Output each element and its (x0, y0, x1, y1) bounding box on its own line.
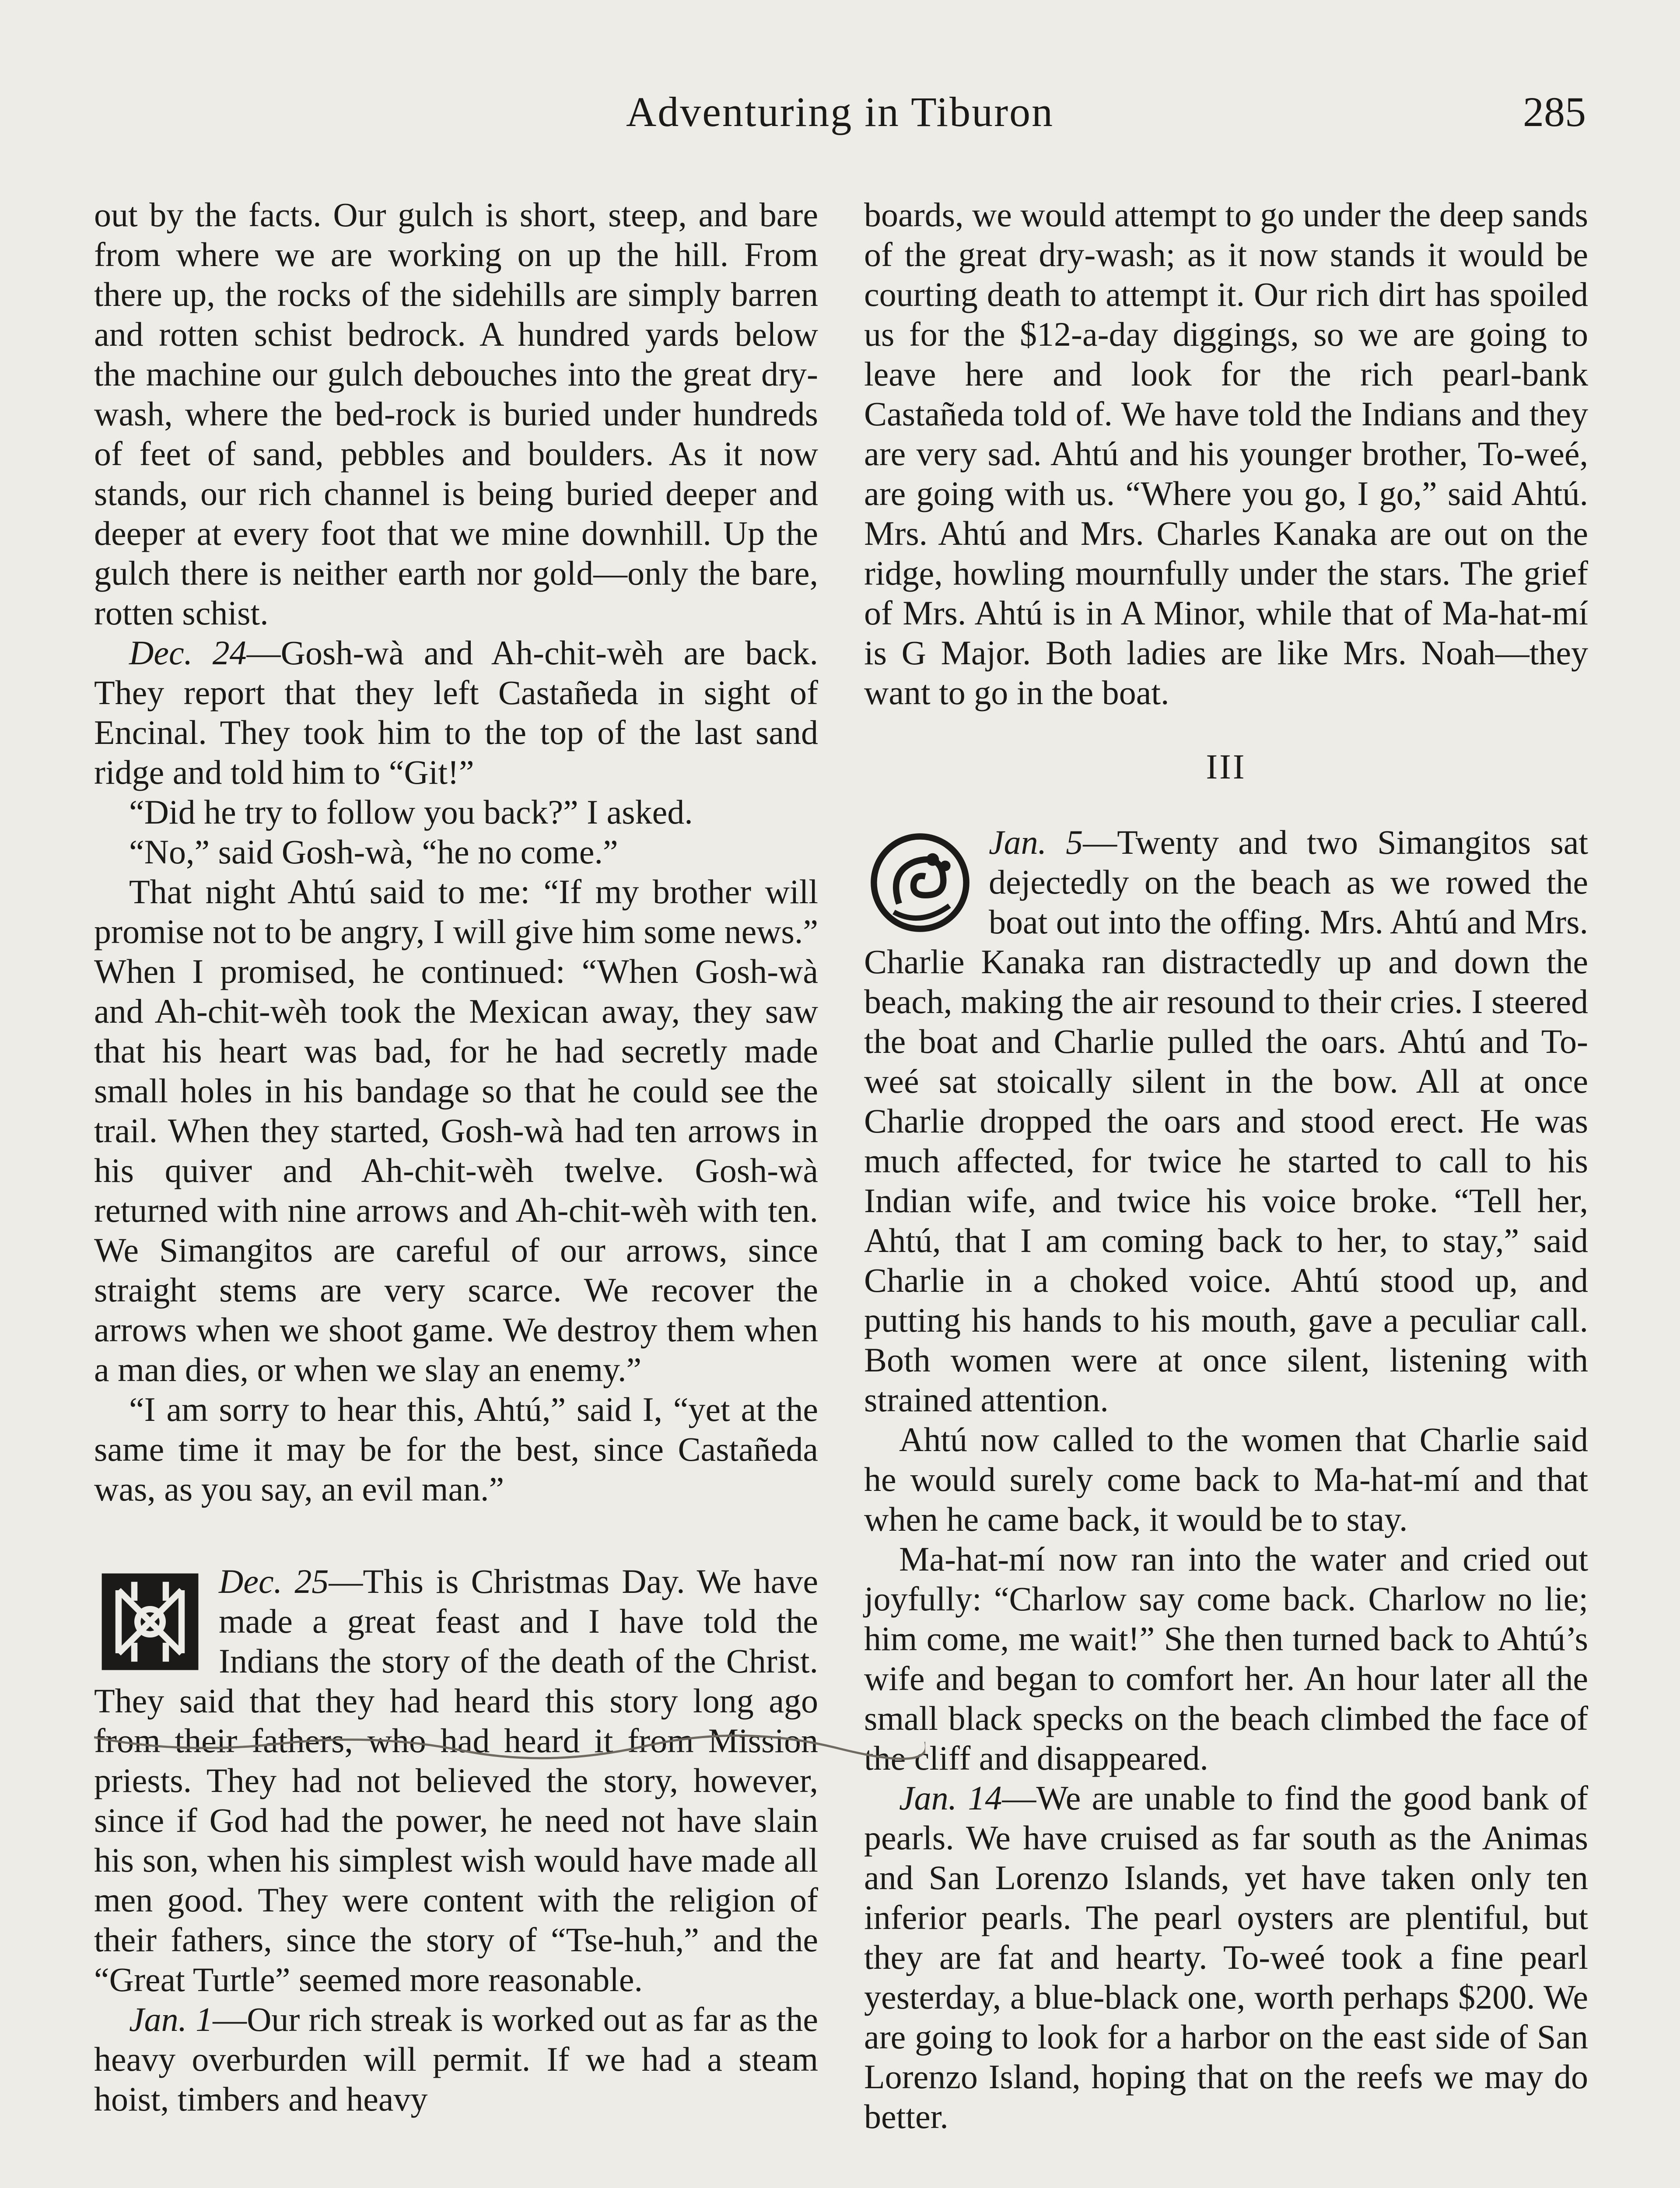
paragraph: “Did he try to follow you back?” I asked. (129, 793, 693, 831)
diary-entry (94, 1561, 818, 1999)
running-head: Adventuring in Tiburon (626, 88, 1054, 135)
left-column (94, 195, 818, 2119)
diary-entry (94, 633, 818, 792)
paragraph: “No,” said Gosh-wà, “he no come.” (129, 833, 618, 871)
entry-date: Dec. 25 (219, 1562, 329, 1600)
entry-date: Jan. 14 (899, 1779, 1002, 1817)
entry-text: —This is Christmas Day. We have made a great feast and I have told the Indians the story of the death of the Christ. They said that they had heard this story long ago from their fathers, who had heard it from Mission priests. They had not believed the story, however, since if God had the power, he need not have slain his son, when his simplest wish would have made all men good. They were content with the religion of their fathers, since the story of “Tse-huh,” and the “Great Turtle” seemed more reasonable. (94, 1562, 818, 1999)
diary-entry (94, 1999, 818, 2119)
entry-date: Dec. 24 (129, 634, 247, 672)
diary-entry (864, 1778, 1588, 2136)
section-heading: III (1206, 748, 1246, 786)
diary-entry (864, 822, 1588, 1420)
knot-ornament-icon (94, 1566, 206, 1677)
entry-text: —Our rich streak is worked out as far as the heavy overburden will permit. If we had a steam hoist, timbers and heavy (94, 2000, 818, 2118)
paragraph: out by the facts. Our gulch is short, steep, and bare from where we are working on up the hill. From there up, the rocks of the sidehills are simply barren and rotten schist bedrock. A hundred yards below the machine our gulch debouches into the great dry-wash, where the bed-rock is buried under hundreds of feet of sand, pebbles and boulders. As it now stands, our rich channel is being buried deeper and deeper at every foot that we mine downhill. Up the gulch there is neither earth nor gold—only the bare, rotten schist. (94, 196, 818, 632)
entry-text: —Twenty and two Simangitos sat dejectedly on the beach as we rowed the boat out into the offing. Mrs. Ahtú and Mrs. Charlie Kanaka ran distractedly up and down the beach, making the air resound to their cries. I steered the boat and Charlie pulled the oars. Ahtú and To-weé sat stoically silent in the bow. All at once Charlie dropped the oars and stood erect. He was much affected, for twice he started to call to his Indian wife, and twice his voice broke. “Tell her, Ahtú, that I am coming back to her, to stay,” said Charlie in a choked voice. Ahtú stood up, and putting his hands to his mouth, gave a peculiar call. Both women were at once silent, listening with strained attention. (864, 823, 1589, 1419)
right-column (864, 195, 1588, 2136)
entry-date: Jan. 1 (129, 2000, 213, 2038)
entry-text: —Gosh-wà and Ah-chit-wèh are back. They report that they left Castañeda in sight of Encinal. They took him to the top of the last sand ridge and told him to “Git!” (94, 634, 818, 791)
scroll-ornament-icon (864, 827, 976, 938)
paragraph: Ma-hat-mí now ran into the water and cried out joyfully: “Charlow say come back. Charlow no lie; him come, me wait!” She then turned back to Ahtú’s wife and began to comfort her. An hour later all the small black specks on the beach climbed the face of the cliff and disappeared. (864, 1540, 1588, 1777)
paragraph: Ahtú now called to the women that Charlie said he would surely come back to Ma-hat-mí and that when he came back, it would be to stay. (864, 1420, 1588, 1538)
paragraph: boards, we would attempt to go under the deep sands of the great dry-wash; as it now stands it would be courting death to attempt it. Our rich dirt has spoiled us for the $12-a-day diggings, so we are going to leave here and look for the rich pearl-bank Castañeda told of. We have told the Indians and they are very sad. Ahtú and his younger brother, To-weé, are going with us. “Where you go, I go,” said Ahtú. Mrs. Ahtú and Mrs. Charles Kanaka are out on the ridge, howling mournfully under the stars. The grief of Mrs. Ahtú is in A Minor, while that of Ma-hat-mí is G Major. Both ladies are like Mrs. Noah—they want to go in the boat. (864, 196, 1588, 712)
page-header (94, 88, 1586, 158)
paragraph: “I am sorry to hear this, Ahtú,” said I, “yet at the same time it may be for the best, since Castañeda was, as you say, an evil man.” (94, 1390, 818, 1508)
page-number: 285 (1523, 88, 1586, 135)
entry-text: —We are unable to find the good bank of pearls. We have cruised as far south as the Animas and San Lorenzo Islands, yet have taken only ten inferior pearls. The pearl oysters are plentiful, but they are fat and hearty. To-weé took a fine pearl yesterday, a blue-black one, worth perhaps $200. We are going to look for a harbor on the east side of San Lorenzo Island, hoping that on the reefs we may do better. (864, 1779, 1588, 2135)
entry-date: Jan. 5 (989, 823, 1083, 861)
paragraph: That night Ahtú said to me: “If my brother will promise not to be angry, I will give him some news.” When I promised, he continued: “When Gosh-wà and Ah-chit-wèh took the Mexican away, they saw that his heart was bad, for he had secretly made small holes in his bandage so that he could see the trail. When they started, Gosh-wà had ten arrows in his quiver and Ah-chit-wèh twelve. Gosh-wà returned with nine arrows and Ah-chit-wèh with ten. We Simangitos are careful of our arrows, since straight stems are very scarce. We recover the arrows when we shoot game. We destroy them when a man dies, or when we slay an enemy.” (94, 873, 818, 1389)
page-tear (94, 1729, 925, 1764)
